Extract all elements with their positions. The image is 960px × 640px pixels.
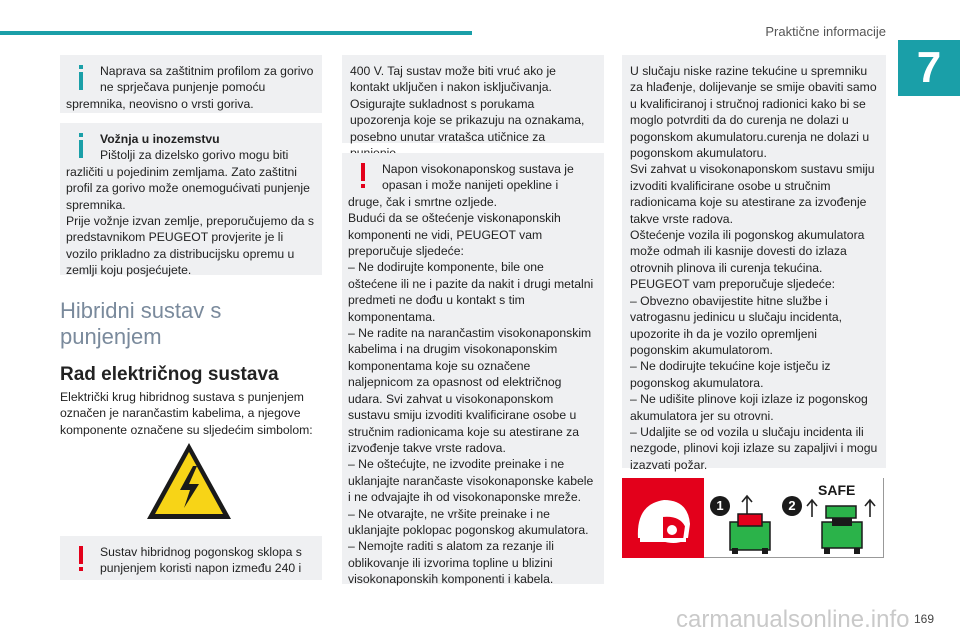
section-title: Praktične informacije [765, 24, 886, 39]
firefighter-icon-panel [622, 478, 704, 558]
battery-disconnect-icon-1 [726, 512, 774, 554]
warning-note-high-voltage [342, 153, 604, 587]
note-text-line: PEUGEOT vam preporučuje sljedeće: [630, 277, 836, 292]
note-text-line: – Ne dodirujte tekućine koje istječu iz pogonskog akumulatora. [630, 359, 831, 390]
info-note-fuel-profile [60, 55, 322, 113]
info-text-line: Pištolji za dizelsko gorivo mogu biti različiti u pojedinim zemljama. Zato zaštitni profil za gorivo može onemogućivati punjenje spremnika. [66, 148, 310, 212]
warning-text-line: – Ne oštećujte, ne izvodite preinake i ne uklanjajte narančaste visokonaponske kabele i ne odvajajte ih od visokonaponske mreže. [348, 457, 594, 505]
note-text-line: U slučaju niske razine tekućine u spremniku za hlađenje, dolijevanje se smije obaviti samo u kvalificiranoj i stručnoj radionici kako bi se moglo potvrditi da do curenja ne dolazi u pogonskom akumulatoru.curenja ne dolazi u pogonskom akumulatoru. [630, 64, 877, 161]
warning-note-voltage-start [60, 536, 322, 580]
warning-text-line: Osigurajte sukladnost s porukama upozorenja koje se prikazuju na oznakama, posebno unutar vratašca utičnice za [350, 96, 585, 144]
safety-pictogram [622, 478, 884, 558]
high-voltage-warning-icon [144, 440, 234, 522]
warning-icon [354, 163, 372, 193]
warning-text-line: – Ne dodirujte komponente, bile one oštećene ili ne i pazite da nakit i drugi metalni predmeti ne dođu u kontakt s tim komponentama. [348, 260, 594, 324]
warning-text-line: 400 V. Taj sustav može biti vruć ako je kontakt uključen i nakon isključivanja. [350, 64, 556, 95]
warning-text: Sustav hibridnog pogonskog sklopa s punjenjem koristi napon između 240 i [100, 545, 302, 576]
warning-text-line: – Ne otvarajte, ne vršite preinake i ne uklanjajte poklopac pogonskog akumulatora. [348, 506, 589, 537]
body-paragraph: Električki krug hibridnog sustava s punjenjem označen je narančastim kabelima, a njegove komponente označene su sljedećim simbolom: [60, 390, 313, 437]
warning-text-line: – Nemojte raditi s alatom za rezanje ili oblikovanje ili izvorima topline u blizini visokonaponskih komponenti i kabela. [348, 539, 554, 587]
step-badge-1: 1 [710, 496, 730, 516]
info-text-line: Prije vožnje izvan zemlje, preporučujemo da s predstavnikom PEUGEOT provjerite je li vozilo prikladno za distribucijsku opremu u zemlji koju posjećujete. [66, 214, 314, 278]
note-text-line: Oštećenje vozila ili pogonskog akumulatora može odmah ili kasnije dovesti do izlaza otrovnih plinova ili curenja tekućina. [630, 228, 865, 275]
step-badge-2: 2 [782, 496, 802, 516]
warning-text-line: Budući da se oštećenje viskonaponskih komponenti ne vidi, PEUGEOT vam preporučuje sljedeće: [348, 211, 561, 259]
info-note-abroad [60, 123, 322, 278]
info-title: Vožnja u inozemstvu [100, 132, 220, 146]
safe-label: SAFE [818, 482, 856, 498]
header-accent-bar [0, 31, 472, 35]
subsection-heading: Rad električnog sustava [60, 364, 279, 385]
battery-disconnect-icon-2 [818, 504, 866, 554]
note-text-line: – Udaljite se od vozila u slučaju incidenta ili nezgode, plinovi koji izlaze su zapaljivi i mogu izazvati požar. [630, 424, 878, 472]
info-icon [72, 133, 90, 163]
warning-icon [72, 546, 90, 576]
warning-text-line: Napon visokonaponskog sustava je opasan i može nanijeti opekline i druge, čak i smrtne ozljede. [348, 162, 574, 209]
note-text-line: – Ne udišite plinove koji izlaze iz pogonskog akumulatora jer su otrovni. [630, 392, 868, 423]
warning-text-line: – Ne radite na narančastim visokonaponskim kabelima i na drugim visokonaponskim komponentama koje su označene naljepnicom za opasnost od električnog udara. Svi zahvat u visokonaponskom sustavu smiju izvoditi kvalificirane osobe u stručnim radionicama koje su atestirane za izvođenje takve vrste radova. [348, 326, 592, 455]
note-text-line: Svi zahvat u visokonaponskom sustavu smiju izvoditi kvalificirane osobe u stručnim radionicama koje su atestirane za izvođenje takve vrste radova. [630, 162, 875, 226]
section-heading: Hibridni sustav s punjenjem [60, 298, 222, 349]
up-arrow-icon [806, 498, 818, 518]
note-text-line: – Obvezno obavijestite hitne službe i vatrogasnu jedinicu u slučaju incidenta, upozorite ih da je vozilo opremljeni pogonskim akumulatorom. [630, 293, 843, 357]
note-battery-safety [622, 55, 886, 472]
chapter-number-tab: 7 [898, 40, 960, 96]
warning-note-voltage-continued [342, 55, 604, 143]
info-text: Naprava sa zaštitnim profilom za gorivo ne sprječava punjenje pomoću spremnika, neovisno o vrsti goriva. [66, 64, 314, 111]
info-icon [72, 65, 90, 95]
watermark: carmanualsonline.info [676, 606, 910, 633]
page-number: 169 [913, 612, 934, 626]
firefighter-helmet-icon [622, 478, 704, 558]
